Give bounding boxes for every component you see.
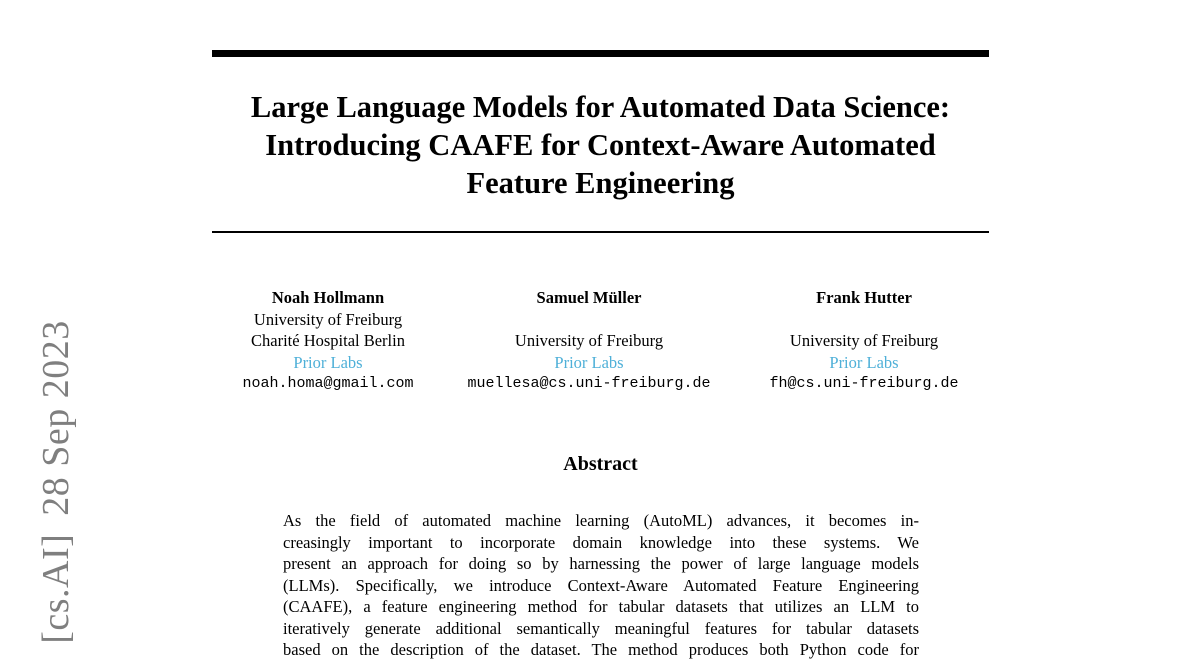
abstract-heading: Abstract (563, 453, 638, 475)
author-email[interactable]: muellesa@cs.uni-freiburg.de (467, 375, 711, 392)
abstract-line: As the field of automated machine learning (AutoML) advances, it becomes in- (283, 511, 919, 530)
author-lab-link[interactable]: Prior Labs (554, 352, 624, 372)
author-hutter (769, 287, 958, 395)
author-email[interactable]: noah.homa@gmail.com (242, 375, 414, 392)
arxiv-stamp (34, 320, 78, 644)
title-line: Large Language Models for Automated Data Science: (250, 90, 951, 124)
abstract-line: based on the description of the dataset. The method produces both Python code for (283, 640, 919, 659)
author-muller (467, 287, 710, 395)
author-affiliation: Charité Hospital Berlin (251, 331, 405, 350)
author-affiliation-blank (769, 309, 958, 331)
abstract-line: creasingly important to incorporate domain knowledge into these systems. We (283, 532, 919, 552)
author-affiliation: University of Freiburg (253, 309, 403, 329)
author-lab-link[interactable]: Prior Labs (293, 352, 363, 372)
author-email[interactable]: fh@cs.uni-freiburg.de (769, 375, 959, 392)
author-affiliation: University of Freiburg (789, 331, 939, 350)
author-lab-link[interactable]: Prior Labs (829, 352, 899, 372)
title-line: Feature Engineering (466, 166, 735, 200)
author-name: Samuel Müller (536, 288, 642, 307)
paper-title (212, 88, 989, 202)
abstract-line: present an approach for doing so by harnessing the power of large language models (283, 554, 919, 573)
author-name: Noah Hollmann (271, 288, 385, 307)
title-top-rule (212, 50, 989, 57)
title-bottom-rule (212, 231, 989, 233)
author-affiliation-blank (467, 309, 710, 331)
author-affiliation: University of Freiburg (514, 331, 664, 350)
abstract-line: (LLMs). Specifically, we introduce Context-Aware Automated Feature Engineering (283, 575, 919, 595)
abstract-body (283, 510, 919, 661)
author-hollmann (242, 287, 413, 395)
author-block (212, 287, 989, 397)
arxiv-category: [cs.AI] (35, 533, 77, 644)
abstract-line: (CAAFE), a feature engineering method for tabular datasets that utilizes an LLM to (283, 597, 919, 616)
author-name: Frank Hutter (816, 288, 912, 307)
title-line: Introducing CAAFE for Context-Aware Automated (265, 128, 936, 162)
abstract-line: iteratively generate additional semantically meaningful features for tabular datasets (283, 618, 919, 638)
arxiv-date: 28 Sep 2023 (35, 320, 77, 516)
